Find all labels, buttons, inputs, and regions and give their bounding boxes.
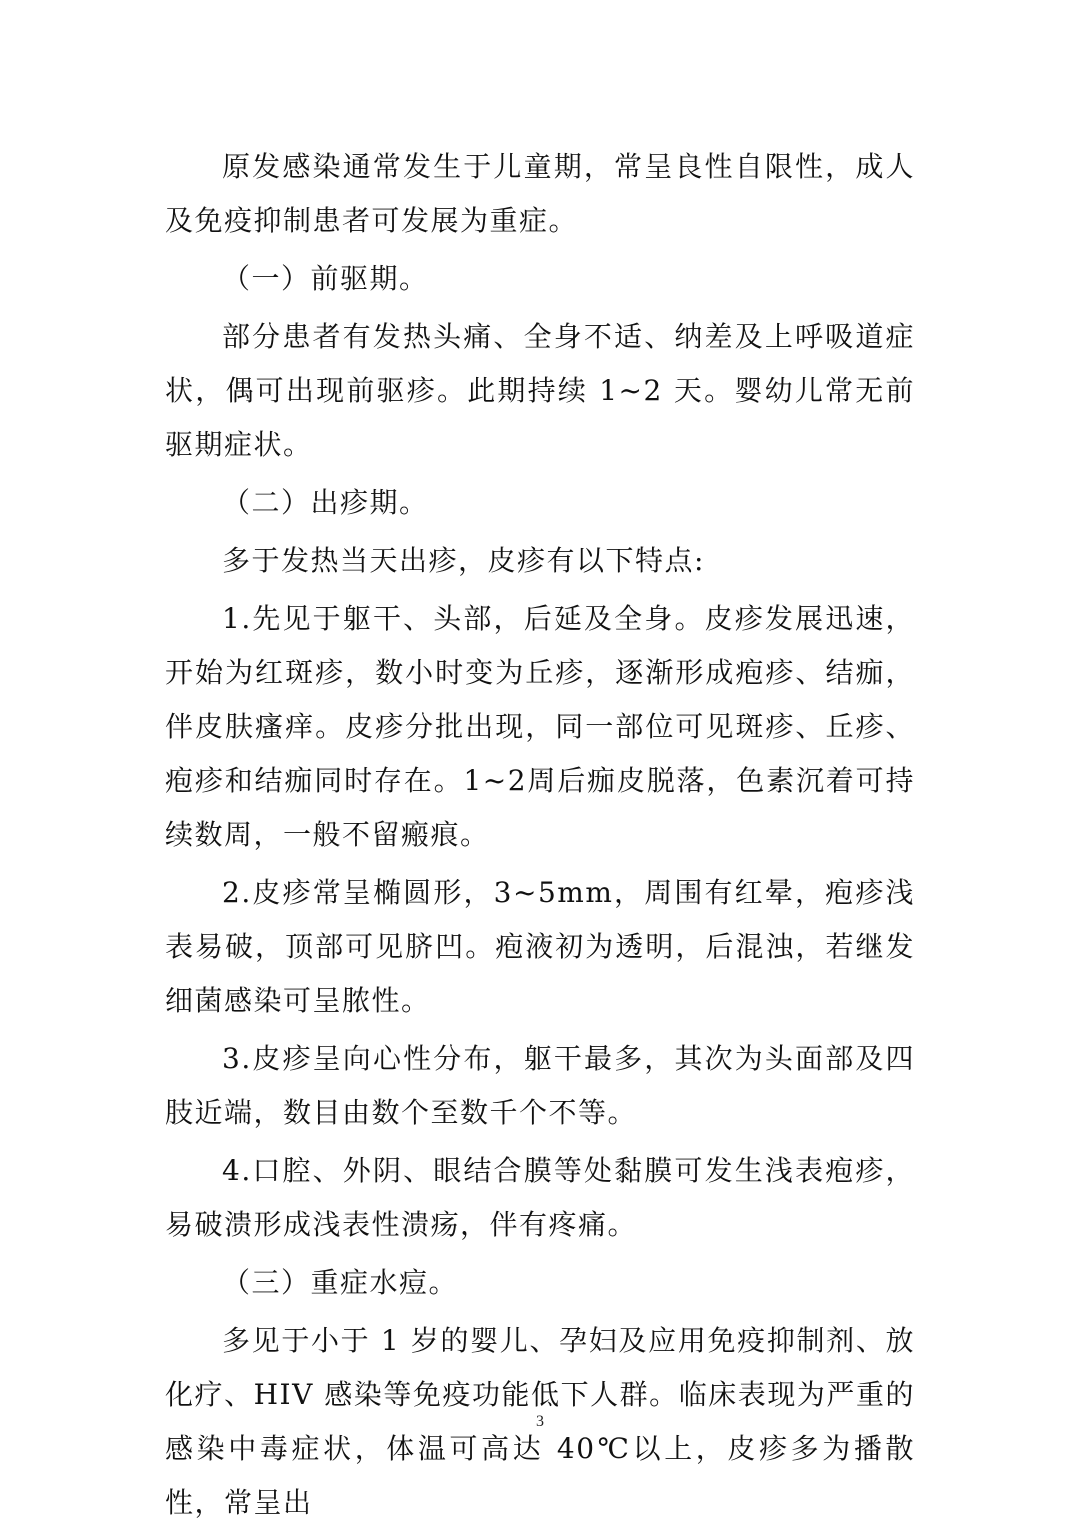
paragraph-severe-varicella: 多见于小于 1 岁的婴儿、孕妇及应用免疫抑制剂、放化疗、HIV 感染等免疫功能低下人群。临床表现为严重的感染中毒症状，体温可高达 40℃以上，皮疹多为播散性，常呈出 — [165, 1324, 915, 1519]
heading-prodromal-stage: （一）前驱期。 — [222, 262, 429, 295]
paragraph-rash-point-3: 3.皮疹呈向心性分布，躯干最多，其次为头面部及四肢近端，数目由数个至数千个不等。 — [165, 1042, 915, 1129]
page-number: 3 — [536, 1413, 544, 1430]
paragraph-rash-intro: 多于发热当天出疹，皮疹有以下特点: — [222, 544, 705, 577]
document-body — [165, 140, 915, 1530]
paragraph-rash-point-4: 4.口腔、外阴、眼结合膜等处黏膜可发生浅表疱疹，易破溃形成浅表性溃疡，伴有疼痛。 — [165, 1154, 915, 1241]
paragraph-prodromal-symptoms: 部分患者有发热头痛、全身不适、纳差及上呼吸道症状，偶可出现前驱疹。此期持续 1~2 天。婴幼儿常无前驱期症状。 — [165, 320, 915, 461]
paragraph-rash-point-2: 2.皮疹常呈椭圆形，3~5mm，周围有红晕，疱疹浅表易破，顶部可见脐凹。疱液初为透明，后混浊，若继发细菌感染可呈脓性。 — [165, 876, 915, 1017]
heading-severe-varicella: （三）重症水痘。 — [222, 1266, 459, 1299]
paragraph-primary-infection: 原发感染通常发生于儿童期，常呈良性自限性，成人及免疫抑制患者可发展为重症。 — [165, 150, 915, 237]
paragraph-rash-point-1: 1.先见于躯干、头部，后延及全身。皮疹发展迅速，开始为红斑疹，数小时变为丘疹，逐渐形成疱疹、结痂，伴皮肤瘙痒。皮疹分批出现，同一部位可见斑疹、丘疹、疱疹和结痂同时存在。1~2周后痂皮脱落，色素沉着可持续数周，一般不留瘢痕。 — [165, 602, 915, 851]
heading-rash-stage: （二）出疹期。 — [222, 486, 429, 519]
